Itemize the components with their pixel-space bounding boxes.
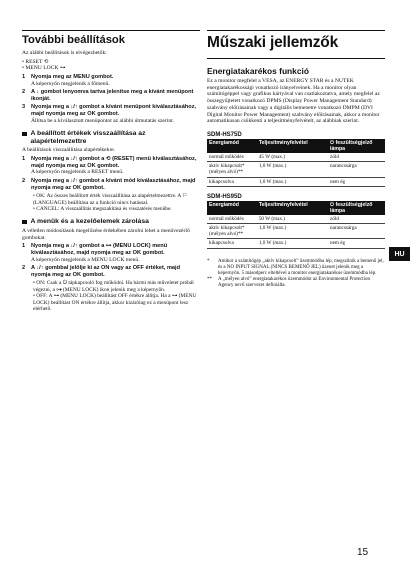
step-number: 2 xyxy=(22,177,26,184)
table-cell: 45 W (max.) xyxy=(257,153,328,162)
step-note: Állítsa be a kiválasztott menüpontot az alábbi útmutatás szerint. xyxy=(31,117,175,124)
energy-title: Energiatakarékos funkció xyxy=(207,66,309,76)
option-bullet: • OK: Az összes beállított érték visszaállítása az alapértelmezettre. A ⚐ (LANGUAGE) beállítása az a funkció nincs hatással. xyxy=(33,193,188,206)
step-instruction: Nyomja meg a ↓/↑ gombot a ⊶ (MENU LOCK) menü kiválasztásához, majd nyomja meg az OK gombot. xyxy=(31,243,168,256)
table-header: ⏻ feszültségjelző lámpa xyxy=(328,201,385,215)
table-cell: normál működés xyxy=(207,215,257,224)
intro-item: • RESET ⟲ xyxy=(22,58,49,65)
table-cell: 1,0 W (max.) xyxy=(257,162,328,177)
left-column xyxy=(22,30,200,312)
step-instruction: Nyomja meg a ↓/↑ gombot a kívánt menüpont kiválasztásához, majd nyomja meg az OK gombot. xyxy=(31,104,197,118)
option-bullet: • CANCEL: A visszaállítás megszakítása és visszatérés menübe. xyxy=(33,205,172,212)
subsection-rule xyxy=(207,58,385,59)
step xyxy=(22,74,200,87)
table-row xyxy=(207,153,385,162)
step-number: 2 xyxy=(22,265,26,272)
step-number: 1 xyxy=(22,243,26,250)
table-header: Teljesítményfelvétel xyxy=(257,201,328,215)
table-cell: 50 W (max.) xyxy=(257,215,328,224)
intro-item: • MENU LOCK ⊶ xyxy=(22,65,66,72)
step-note: A képernyőn megjelenik a RESET menü. xyxy=(31,169,124,176)
step-number: 1 xyxy=(22,156,26,163)
intro-text: Az alábbi beállítások is elvégezhetők: xyxy=(22,50,107,56)
lock-intro: A véletlen módosítások megelőzése érdekében zárolni lehet a menüvezérlő gombokat. xyxy=(22,227,190,241)
power-table xyxy=(207,139,385,187)
step xyxy=(22,104,200,124)
table-cell: kikapcsolva xyxy=(207,177,257,186)
reset-intro: A beállítások visszaállítása alapértékekre. xyxy=(22,147,116,154)
table-cell: aktív kikapcsolt* (mélyen alvó)** xyxy=(207,162,257,177)
step-number: 1 xyxy=(22,74,26,81)
section-rule xyxy=(22,30,200,31)
step-note: A képernyőn megjelenik a MENU LOCK menü. xyxy=(31,256,140,263)
table-row xyxy=(207,239,385,248)
step-number: 3 xyxy=(22,104,26,111)
step xyxy=(22,265,200,278)
section-title-specifications: Műszaki jellemzők xyxy=(207,34,338,51)
energy-text: Ez a monitor megfelel a VESA, az ENERGY STAR és a NUTEK energiatakarékossági vonatkozó irányelveinek. Ha a monitor olyan számítógéppel vagy grafikus kártyával van csatlakoztatva, amely megfelel az összegyűjtetett vonatkozó DPMS (Display Power Management Standard) szabvány előírásainak vagy a digitális bemenetre vonatkozó DMPM (DVI Digital Monitor Power Management) szabvány előírásainak, akkor a monitor automatikusan csökkenti a teljesítményfelvételt, az alábbiak szerint. xyxy=(207,78,380,125)
step-instruction: A ↓ gombot lenyomva tartva jelenítse meg a kívánt menüpont ikonját. xyxy=(31,89,194,102)
footnote: ** A „mélyen alvó” energiatakarékos üzemmódot az Environmental Protection Agency nevű szervezet definiálta. xyxy=(207,276,370,288)
footnote: * Amikor a számítógép „aktív kikapcsolt” üzemmódba lép, megszűnik a bemenő jel, és a NO INPUT SIGNAL (NINCS BEMENŐ JEL) üzenet jelenik meg a képernyőn. 5 másodperc elteltével a monitor energiatakarékos üzemmódba lép. xyxy=(207,258,384,276)
square-bullet-icon xyxy=(22,132,27,137)
step-number: 2 xyxy=(22,89,26,96)
table-cell: nem ég xyxy=(328,239,385,248)
table-row xyxy=(207,223,385,238)
step-instruction: Nyomja meg a ↓/↑ gombot a kívánt mód kiválasztásához, majd nyomja meg az OK gombot. xyxy=(31,177,196,191)
page-number: 15 xyxy=(357,547,369,558)
footnotes xyxy=(207,259,385,289)
table-row xyxy=(207,177,385,186)
table-header: Energiamód xyxy=(207,201,257,215)
step xyxy=(22,156,200,176)
table-cell: narancssárga xyxy=(328,162,385,177)
section-title-more-settings: További beállítások xyxy=(22,34,125,46)
table-row xyxy=(207,215,385,224)
step-instruction: Nyomja meg az MENU gombot. xyxy=(31,74,114,81)
table-cell: 1,0 W (max.) xyxy=(257,177,328,186)
power-table xyxy=(207,201,385,249)
option-bullet: • ON: Csak a ⏻ tápkapcsoló fog működni. Ha bármi más műveletet próbál végezni, a ⊶ (MENU LOCK) ikon jelenik meg a képernyőn. xyxy=(33,280,194,293)
model-name: SDM-HS75D xyxy=(207,131,242,138)
step xyxy=(22,89,200,102)
option-bullet: • OFF: A ⊶ (MENU LOCK) beállítást OFF értékre állítja. Ha a ⊶ (MENU LOCK) beállítást ON értékre állítja, akkor kizárólag ez a menüpont lesz elérhető. xyxy=(33,293,197,312)
table-row xyxy=(207,162,385,177)
table-header: ⏻ feszültségjelző lámpa xyxy=(328,139,385,153)
step-instruction: Nyomja meg a ↓/↑ gombot a ⟲ (RESET) menü kiválasztásához, majd nyomja meg az OK gombot. xyxy=(31,156,197,169)
table-cell: zöld xyxy=(328,153,385,162)
step-note: A képernyőn megjelenik a főmenü. xyxy=(31,80,110,87)
table-cell: aktív kikapcsolt* (mélyen alvó)** xyxy=(207,223,257,238)
table-cell: normál működés xyxy=(207,153,257,162)
table-cell: zöld xyxy=(328,215,385,224)
model-name: SDM-HS95D xyxy=(207,193,242,200)
language-tab: HU xyxy=(389,247,410,261)
subsection-reset-heading: A beállított értékek visszaállítása az alapértelmezettre xyxy=(22,130,200,145)
step-instruction: A ↓/↑ gombbal jelölje ki az ON vagy az OFF értéket, majd nyomja meg az OK gombot. xyxy=(31,265,180,278)
table-cell: narancssárga xyxy=(328,223,385,238)
table-cell: 1,0 W (max.) xyxy=(257,239,328,248)
subsection-lock-heading: A menük és a kezelőelemek zárolása xyxy=(22,218,200,226)
square-bullet-icon xyxy=(22,220,27,225)
right-column xyxy=(207,30,385,289)
step xyxy=(22,243,200,263)
section-rule xyxy=(207,30,385,31)
table-header: Energiamód xyxy=(207,139,257,153)
table-cell: nem ég xyxy=(328,177,385,186)
table-header: Teljesítményfelvétel xyxy=(257,139,328,153)
step xyxy=(22,178,200,191)
table-cell: 1,0 W (max.) xyxy=(257,223,328,238)
table-cell: kikapcsolva xyxy=(207,239,257,248)
